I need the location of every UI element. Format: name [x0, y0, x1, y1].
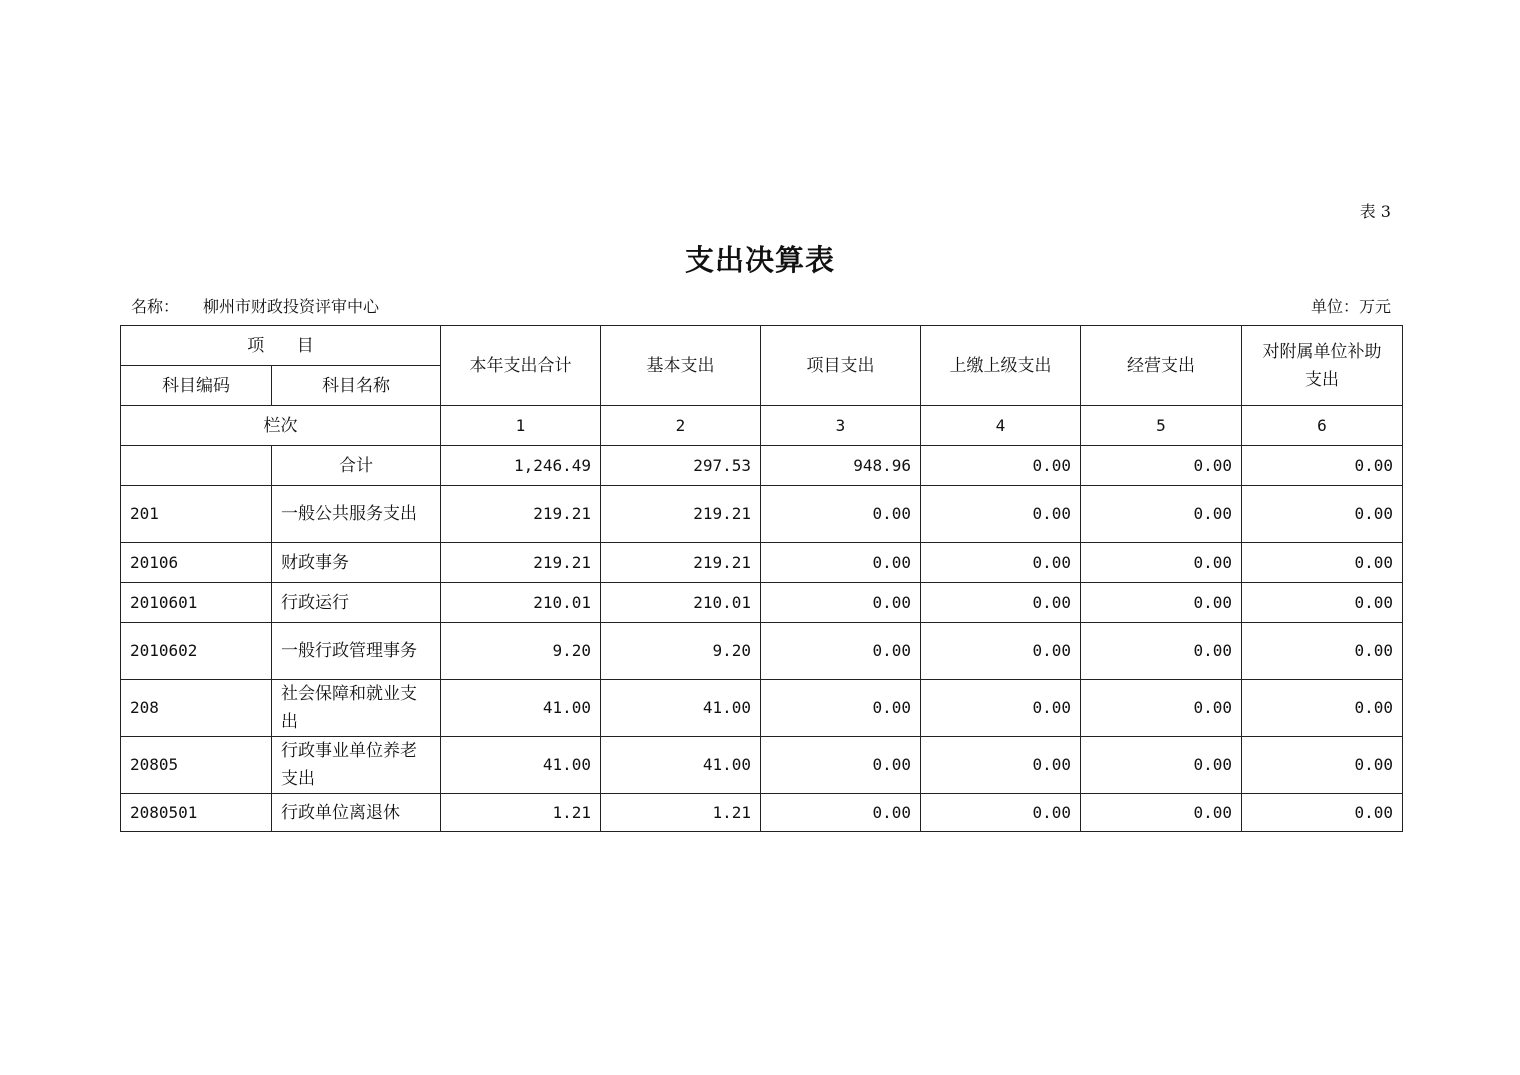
amount-cell: 0.00 — [1242, 543, 1403, 583]
header-col-5: 经营支出 — [1081, 326, 1242, 406]
subject-code: 2010601 — [121, 583, 272, 623]
subject-name: 行政运行 — [272, 583, 441, 623]
amount-cell: 0.00 — [1242, 623, 1403, 680]
subject-name: 行政单位离退休 — [272, 794, 441, 832]
total-value: 1,246.49 — [441, 446, 601, 486]
header-col-3: 项目支出 — [761, 326, 921, 406]
amount-cell: 0.00 — [1081, 583, 1242, 623]
amount-cell: 9.20 — [601, 623, 761, 680]
header-row-1 — [121, 326, 1403, 366]
amount-cell: 0.00 — [1242, 737, 1403, 794]
col-number: 2 — [601, 406, 761, 446]
amount-cell: 0.00 — [761, 680, 921, 737]
amount-cell: 0.00 — [921, 583, 1081, 623]
table-body — [121, 326, 1403, 832]
amount-cell: 0.00 — [761, 486, 921, 543]
total-value: 297.53 — [601, 446, 761, 486]
table-row — [121, 486, 1403, 543]
subject-code: 2010602 — [121, 623, 272, 680]
total-code — [121, 446, 272, 486]
header-name: 科目名称 — [272, 366, 441, 406]
amount-cell: 1.21 — [441, 794, 601, 832]
amount-cell: 41.00 — [441, 680, 601, 737]
amount-cell: 41.00 — [601, 737, 761, 794]
col-number: 4 — [921, 406, 1081, 446]
amount-cell: 1.21 — [601, 794, 761, 832]
header-col-2: 基本支出 — [601, 326, 761, 406]
amount-cell: 41.00 — [601, 680, 761, 737]
table-row — [121, 794, 1403, 832]
col-number: 5 — [1081, 406, 1242, 446]
table-row — [121, 543, 1403, 583]
amount-cell: 0.00 — [921, 623, 1081, 680]
amount-cell: 0.00 — [1242, 583, 1403, 623]
amount-cell: 0.00 — [921, 794, 1081, 832]
table-number: 表 3 — [1359, 202, 1391, 221]
total-label: 合计 — [272, 446, 441, 486]
expenditure-table — [120, 325, 1403, 832]
org-name: 柳州市财政投资评审中心 — [203, 297, 380, 316]
amount-cell: 0.00 — [761, 794, 921, 832]
amount-cell: 0.00 — [921, 680, 1081, 737]
subject-code: 2080501 — [121, 794, 272, 832]
total-value: 0.00 — [1081, 446, 1242, 486]
amount-cell: 0.00 — [1081, 543, 1242, 583]
amount-cell: 0.00 — [1242, 680, 1403, 737]
subject-code: 208 — [121, 680, 272, 737]
amount-cell: 0.00 — [921, 737, 1081, 794]
amount-cell: 0.00 — [1081, 680, 1242, 737]
org-line — [131, 294, 379, 317]
amount-cell: 0.00 — [761, 623, 921, 680]
amount-cell: 0.00 — [761, 737, 921, 794]
subject-code: 20805 — [121, 737, 272, 794]
amount-cell: 0.00 — [1081, 794, 1242, 832]
col-number: 6 — [1242, 406, 1403, 446]
col-number: 3 — [761, 406, 921, 446]
amount-cell: 41.00 — [441, 737, 601, 794]
amount-cell: 0.00 — [1081, 623, 1242, 680]
subject-name: 行政事业单位养老支出 — [272, 737, 441, 794]
amount-cell: 210.01 — [601, 583, 761, 623]
amount-cell: 0.00 — [921, 543, 1081, 583]
amount-cell: 219.21 — [441, 486, 601, 543]
amount-cell: 219.21 — [601, 543, 761, 583]
row-order-label: 栏次 — [121, 406, 441, 446]
header-item: 项 目 — [121, 326, 441, 366]
subject-name: 一般公共服务支出 — [272, 486, 441, 543]
subject-name: 一般行政管理事务 — [272, 623, 441, 680]
amount-cell: 0.00 — [761, 543, 921, 583]
amount-cell: 0.00 — [1242, 794, 1403, 832]
amount-cell: 0.00 — [1242, 486, 1403, 543]
header-col-1: 本年支出合计 — [441, 326, 601, 406]
subject-code: 201 — [121, 486, 272, 543]
header-code: 科目编码 — [121, 366, 272, 406]
table-row — [121, 680, 1403, 737]
amount-cell: 0.00 — [1081, 737, 1242, 794]
subject-code: 20106 — [121, 543, 272, 583]
amount-cell: 219.21 — [601, 486, 761, 543]
subject-name: 社会保障和就业支出 — [272, 680, 441, 737]
total-value: 0.00 — [1242, 446, 1403, 486]
total-value: 948.96 — [761, 446, 921, 486]
total-value: 0.00 — [921, 446, 1081, 486]
col-number: 1 — [441, 406, 601, 446]
total-row — [121, 446, 1403, 486]
amount-cell: 0.00 — [761, 583, 921, 623]
amount-cell: 0.00 — [921, 486, 1081, 543]
table-row — [121, 737, 1403, 794]
header-col-6: 对附属单位补助支出 — [1242, 326, 1403, 406]
org-label: 名称： — [131, 297, 180, 316]
amount-cell: 210.01 — [441, 583, 601, 623]
unit-label: 单位：万元 — [1310, 297, 1391, 316]
page-title: 支出决算表 — [684, 243, 835, 277]
table-row — [121, 623, 1403, 680]
table-row — [121, 583, 1403, 623]
amount-cell: 0.00 — [1081, 486, 1242, 543]
row-order — [121, 406, 1403, 446]
header-col-4: 上缴上级支出 — [921, 326, 1081, 406]
amount-cell: 9.20 — [441, 623, 601, 680]
amount-cell: 219.21 — [441, 543, 601, 583]
subject-name: 财政事务 — [272, 543, 441, 583]
